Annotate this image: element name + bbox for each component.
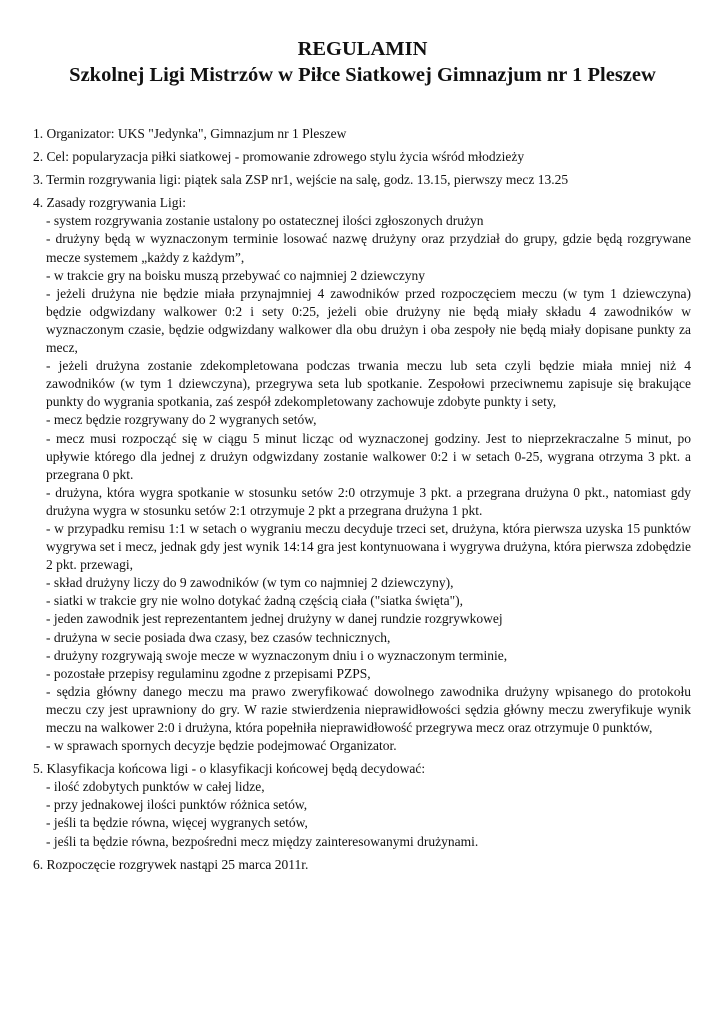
section-heading: 3. Termin rozgrywania ligi: piątek sala ZSP nr1, wejście na salę, godz. 13.15, pierwszy mecz 13.25 [33,172,569,188]
list-item: - pozostałe przepisy regulaminu zgodne z przepisami PZPS, [46,665,371,681]
list-item: - system rozgrywania zostanie ustalony po ostatecznej ilości zgłoszonych drużyn [46,213,484,229]
list-item: - jeśli ta będzie równa, bezpośredni mecz między zainteresowanymi drużynami. [46,833,479,849]
list-item: - jeden zawodnik jest reprezentantem jednej drużyny w danej rundzie rozgrywkowej [46,611,503,627]
section-item-list [33,212,691,755]
section-heading: 6. Rozpoczęcie rozgrywek nastąpi 25 marca 2011r. [33,856,309,872]
list-item: - mecz musi rozpocząć się w ciągu 5 minut licząc od wyznaczonej godziny. Jest to nieprzekraczalne 5 minut, po upływie którego dla jednej z drużyn odgwizdany zostanie walkower 0:2 i w setach 0-25, wygrana otrzyma 3 pkt. a przegrana 0 pkt. [46,430,691,482]
list-item: - jeśli ta będzie równa, więcej wygranych setów, [46,815,308,831]
section-2 [33,148,691,166]
list-item: - sędzia główny danego meczu ma prawo zweryfikować dowolnego zawodnika drużyny wpisanego do protokołu meczu czy jest uprawniony do gry. W razie stwierdzenia nieprawidłowości sędzia główny meczu zweryfikuje wynik meczu na walkower 2:0 i drużyna, która popełniła nieprawidłowość przegrywa mecz oraz otrzymuje 0 punktów, [46,683,691,735]
list-item: - mecz będzie rozgrywany do 2 wygranych setów, [46,412,317,428]
list-item: - siatki w trakcie gry nie wolno dotykać żadną częścią ciała ("siatka święta"), [46,593,463,609]
list-item: - w przypadku remisu 1:1 w setach o wygraniu meczu decyduje trzeci set, drużyna, która pierwsza uzyska 15 punktów wygrywa set i mecz, jednak gdy jest wynik 14:14 gra jest kontynuowana i wygrywa drużyna, która pierwsza zdobędzie 2 pkt. przewagi, [46,520,691,573]
section-heading: 5. Klasyfikacja końcowa ligi - o klasyfikacji końcowej będą decydować: [33,761,426,777]
section-heading: 2. Cel: popularyzacja piłki siatkowej - promowanie zdrowego stylu życia wśród młodzieży [33,149,525,165]
list-item: - drużyna w secie posiada dwa czasy, bez czasów technicznych, [46,629,391,645]
section-5 [33,760,691,850]
list-item: - w sprawach spornych decyzje będzie podejmować Organizator. [46,738,397,754]
list-item: - ilość zdobytych punktów w całej lidze, [46,779,265,795]
document-subtitle: Szkolnej Ligi Mistrzów w Piłce Siatkowej Gimnazjum nr 1 Pleszew [69,64,656,86]
list-item: - w trakcie gry na boisku muszą przebywać co najmniej 2 dziewczyny [46,267,425,283]
list-item: - drużyny będą w wyznaczonym terminie losować nazwę drużyny oraz przydział do grupy, gdzie będą rozgrywane mecze systemem „każdy z każdym”, [46,231,691,265]
section-heading: 1. Organizator: UKS "Jedynka", Gimnazjum nr 1 Pleszew [33,126,347,141]
list-item: - jeżeli drużyna nie będzie miała przynajmniej 4 zawodników przed rozpoczęciem meczu (w tym 1 dziewczyna) będzie odgwizdany walkower 0:2 i sety 0:25, jeżeli obie drużyny nie będą miały składu 4 zawodników w wyznaczonym czasie, będzie odgwizdany walkower dla obu drużyn i oba zespoły nie będą miały dopisane punkty za mecz, [46,285,691,356]
section-6 [33,856,691,874]
section-4 [33,194,691,755]
list-item: - skład drużyny liczy do 9 zawodników (w tym co najmniej 2 dziewczyny), [46,575,454,591]
list-item: - jeżeli drużyna zostanie zdekompletowana podczas trwania meczu lub seta czyli będzie miała mniej niż 4 zawodników (w tym 1 dziewczyna), przegrywa seta lub spotkanie. Zespołowi przeciwnemu zapisuje się brakujące punkty do wygrania spotkania, zaś zespół zdekompletowany zachowuje zdobyte punkty i sety, [46,358,691,410]
section-heading: 4. Zasady rozgrywania Ligi: [33,195,186,211]
list-item: - przy jednakowej ilości punktów różnica setów, [46,797,308,813]
document-title: REGULAMIN [297,38,428,60]
section-item-list [33,778,691,850]
list-item: - drużyny rozgrywają swoje mecze w wyznaczonym dniu i o wyznaczonym terminie, [46,647,508,663]
section-3 [33,171,691,189]
list-item: - drużyna, która wygra spotkanie w stosunku setów 2:0 otrzymuje 3 pkt. a przegrana drużyna 0 pkt., natomiast gdy drużyna wygra w stosunku setów 2:1 otrzymuje 2 pkt a przegrana drużyna 1 pkt. [46,484,691,518]
section-1 [33,125,691,143]
regulations-body [33,125,691,879]
